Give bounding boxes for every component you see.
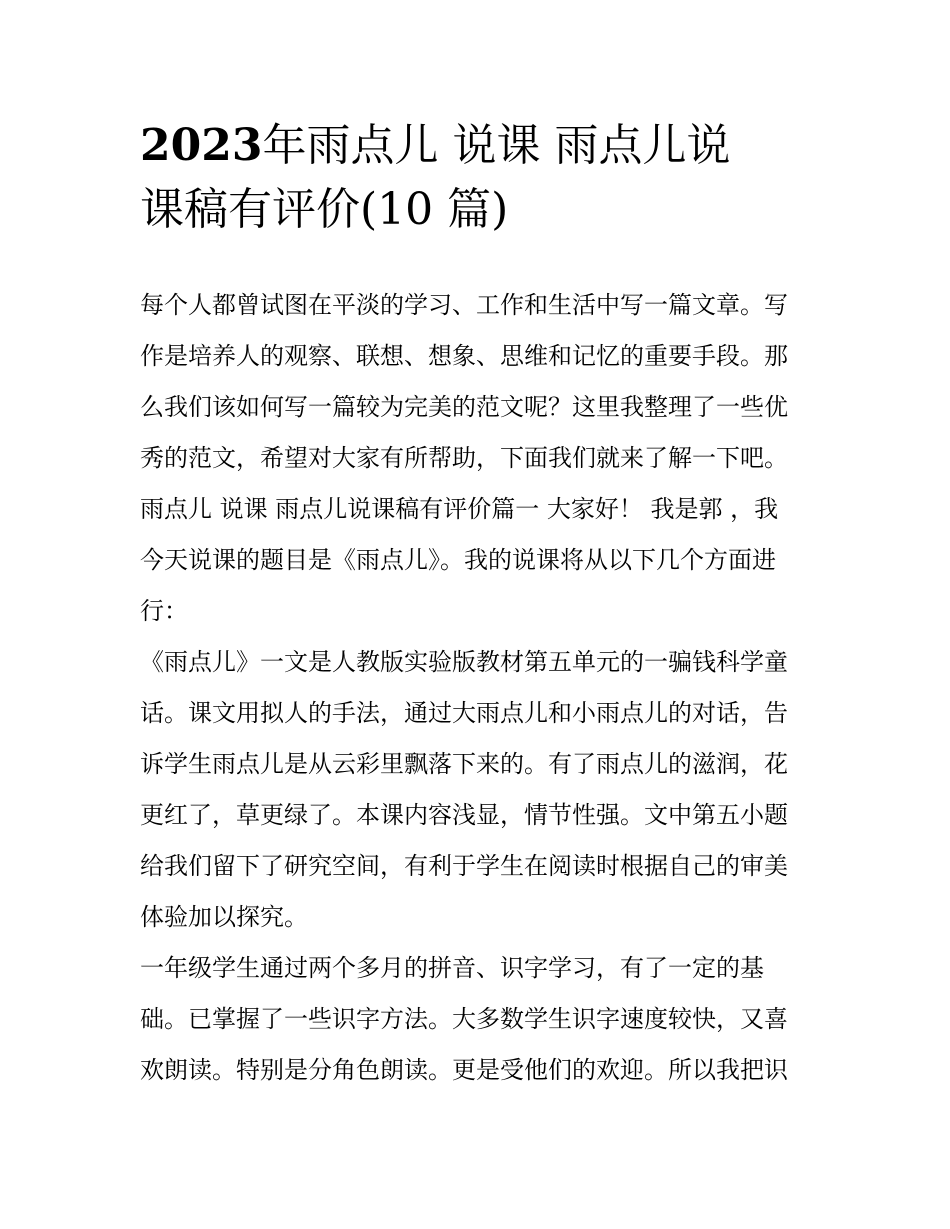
- body-line: 行：: [140, 597, 188, 625]
- body-line: 每个人都曾试图在平淡的学习、工作和生活中写一篇文章。写: [140, 291, 788, 319]
- body-line: 础。已掌握了一些识字方法。大多数学生识字速度较快，又喜: [140, 1005, 788, 1033]
- title-line-1: [140, 114, 840, 178]
- title-line-2: [140, 178, 840, 242]
- body-line: 作是培养人的观察、联想、想象、思维和记忆的重要手段。那: [140, 342, 788, 370]
- body-line: 么我们该如何写一篇较为完美的范文呢？这里我整理了一些优: [140, 393, 788, 421]
- body-line: 秀的范文，希望对大家有所帮助，下面我们就来了解一下吧。: [140, 444, 788, 472]
- body-line: 诉学生雨点儿是从云彩里飘落下来的。有了雨点儿的滋润，花: [140, 750, 788, 778]
- body-line: 欢朗读。特别是分角色朗读。更是受他们的欢迎。所以我把识: [140, 1056, 788, 1084]
- body-line: 话。课文用拟人的手法，通过大雨点儿和小雨点儿的对话，告: [140, 699, 788, 727]
- title-year: 2023: [140, 120, 263, 171]
- body-line: 雨点儿 说课 雨点儿说课稿有评价篇一 大家好！ 我是郭 ，我: [140, 495, 779, 523]
- title-text-1: 年雨点儿 说课 雨点儿说: [262, 120, 731, 171]
- body-line: 今天说课的题目是《雨点儿》。我的说课将从以下几个方面进: [140, 546, 776, 574]
- body-line: 更红了，草更绿了。本课内容浅显，情节性强。文中第五小题: [140, 801, 788, 829]
- body-line: 体验加以探究。: [140, 903, 308, 931]
- document-body: [140, 280, 820, 1096]
- body-line: 一年级学生通过两个多月的拼音、识字学习，有了一定的基: [140, 954, 764, 982]
- body-line: 《雨点儿》一文是人教版实验版教材第五单元的一骗钱科学童: [140, 648, 788, 676]
- document-title: [140, 114, 840, 242]
- title-text-2: 课稿有评价(10 篇): [140, 184, 509, 235]
- body-line: 给我们留下了研究空间，有利于学生在阅读时根据自己的审美: [140, 852, 788, 880]
